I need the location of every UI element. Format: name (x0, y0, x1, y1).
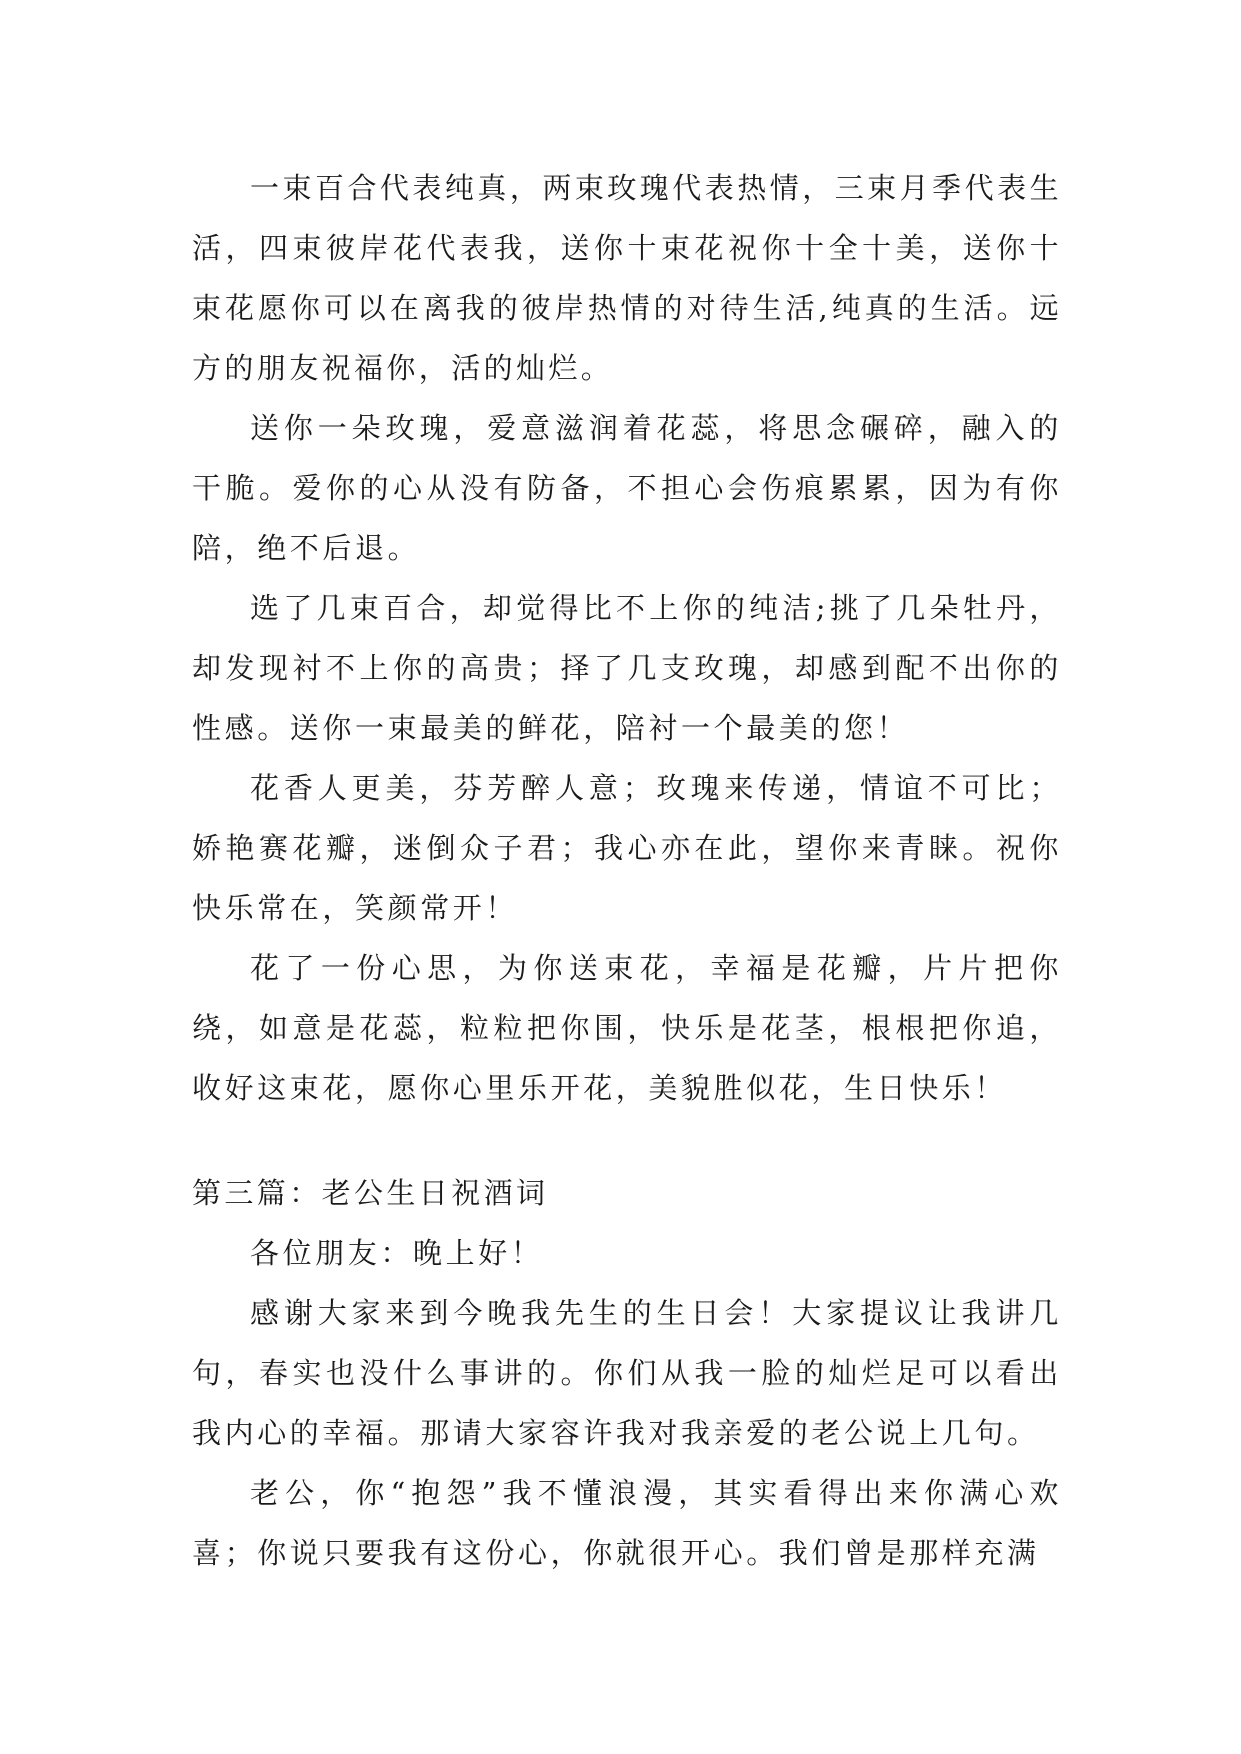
paragraph-greeting: 各位朋友：晚上好！ (250, 1236, 544, 1270)
paragraph-bouquet-birthday: 花了一份心思，为你送束花，幸福是花瓣，片片把你绕，如意是花蕊，粒粒把你围，快乐是花茎，根根把你追，收好这束花，愿你心里乐开花，美貌胜似花，生日快乐！ (192, 951, 1062, 1105)
paragraph-flower-fragrance: 花香人更美，芬芳醉人意；玫瑰来传递，情谊不可比；娇艳赛花瓣，迷倒众子君；我心亦在此，望你来青睐。祝你快乐常在，笑颜常开！ (192, 771, 1062, 925)
paragraph-one-rose: 送你一朵玫瑰，爱意滋润着花蕊，将思念碾碎，融入的干脆。爱你的心从没有防备，不担心会伤痕累累，因为有你陪，绝不后退。 (192, 411, 1062, 565)
paragraph-husband: 老公，你“抱怨”我不懂浪漫，其实看得出来你满心欢喜；你说只要我有这份心，你就很开心。我们曾是那样充满 (192, 1476, 1062, 1570)
paragraph-lilies-roses: 一束百合代表纯真，两束玫瑰代表热情，三束月季代表生活，四束彼岸花代表我，送你十束花祝你十全十美，送你十束花愿你可以在离我的彼岸热情的对待生活,纯真的生活。远方的朋友祝福你，活的灿烂。 (192, 171, 1062, 385)
section-title: 第三篇：老公生日祝酒词 (192, 1176, 549, 1210)
document-body (192, 158, 1062, 1583)
paragraph-thanks: 感谢大家来到今晚我先生的生日会！大家提议让我讲几句，春实也没什么事讲的。你们从我一脸的灿烂足可以看出我内心的幸福。那请大家容许我对我亲爱的老公说上几句。 (192, 1296, 1062, 1450)
paragraph-chose-lilies: 选了几束百合，却觉得比不上你的纯洁;挑了几朵牡丹，却发现衬不上你的高贵；择了几支玫瑰，却感到配不出你的性感。送你一束最美的鲜花，陪衬一个最美的您！ (192, 591, 1062, 745)
